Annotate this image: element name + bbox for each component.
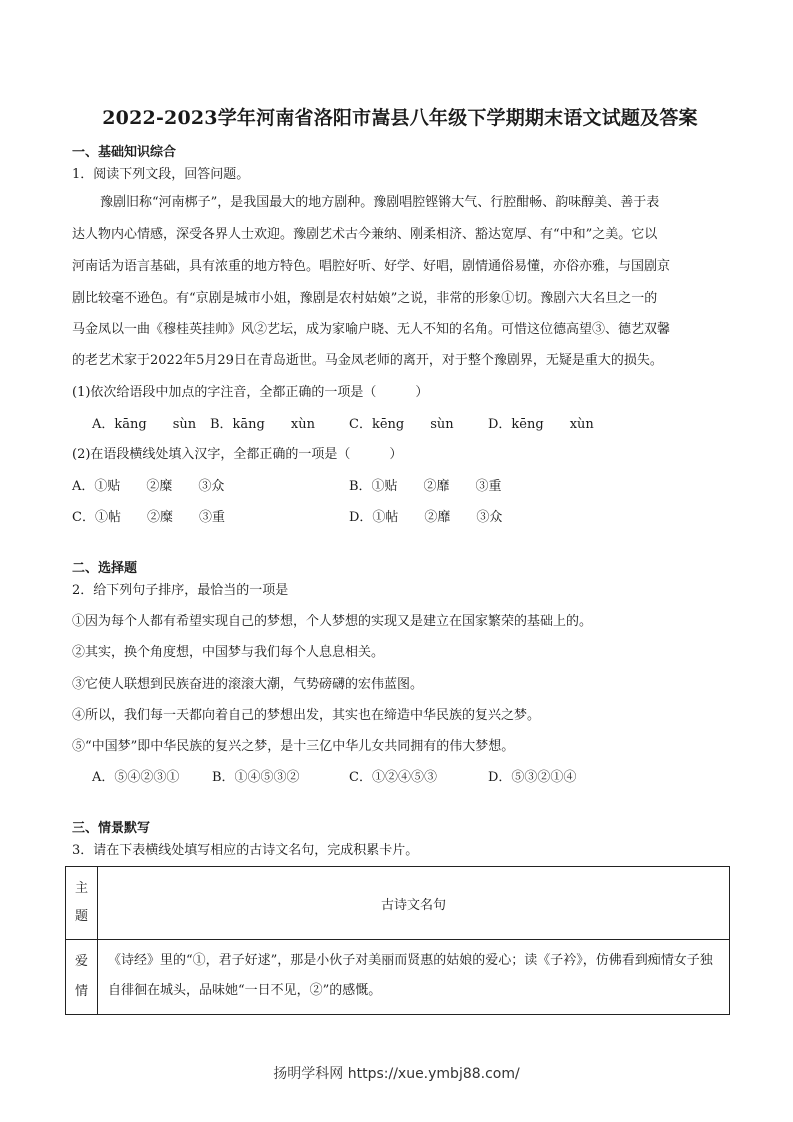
question-2-option-d: D．⑤③②①④ <box>488 770 577 785</box>
passage-line-4: 剧比较毫不逊色。有“京剧是城市小姐，豫剧是农村姑娘”之说，非常的形象①切。豫剧六大名旦之一的 <box>72 291 658 306</box>
passage-line-3: 河南话为语言基础，具有浓重的地方特色。唱腔好听、好学、好唱，剧情通俗易懂，亦俗亦雅，与国剧京 <box>72 259 671 274</box>
table-header-theme-char-1: 主 <box>74 881 88 896</box>
page-footer: 扬明学科网 https://xue.ymbj88.com/ <box>273 1066 520 1082</box>
section-heading-choice: 二、选择题 <box>72 561 138 576</box>
question-2-option-b: B．①④⑤③② <box>212 770 300 785</box>
question-2-option-c: C．①②④⑤③ <box>349 770 437 785</box>
table-row-label-char-2: 情 <box>74 984 88 999</box>
subquestion-1-stem: (1)依次给语段中加点的字注音，全都正确的一项是（ ） <box>72 385 429 400</box>
subquestion-2-option-c: C．①帖 ②糜 ③重 <box>72 510 225 525</box>
accumulation-card-table <box>65 866 730 1015</box>
subquestion-1-option-b: B．kāng xùn <box>210 417 315 432</box>
table-header-row <box>66 867 730 940</box>
table-row <box>66 940 730 1015</box>
table-row-poem-text: 《诗经》里的“①，君子好逑”，那是小伙子对美丽而贤惠的姑娘的爱心；读《子衿》，仿佛看到痴情女子独自徘徊在城头，品味她“一日不见，②”的感慨。 <box>98 940 730 1015</box>
page-title: 2022-2023学年河南省洛阳市嵩县八年级下学期期末语文试题及答案 <box>102 107 698 129</box>
question-1-stem: 1．阅读下列文段，回答问题。 <box>72 167 250 182</box>
passage-line-1: 豫剧旧称“河南梆子”，是我国最大的地方剧种。豫剧唱腔铿锵大气、行腔酣畅、韵味醇美、善于表 <box>100 195 660 210</box>
question-3-stem: 3．请在下表横线处填写相应的古诗文名句，完成积累卡片。 <box>72 843 419 858</box>
section-heading-recitation: 三、情景默写 <box>72 821 151 836</box>
passage-line-2: 达人物内心情感，深受各界人士欢迎。豫剧艺术古今兼纳、刚柔相济、豁达宽厚、有“中和”之美。它以 <box>72 227 658 242</box>
section-heading-basics: 一、基础知识综合 <box>72 145 177 160</box>
table-header-theme <box>66 867 98 940</box>
question-2-stem: 2．给下列句子排序，最恰当的一项是 <box>72 583 289 598</box>
subquestion-1-option-c: C．kēng sùn <box>349 417 454 432</box>
table-header-poem: 古诗文名句 <box>98 867 730 940</box>
sentence-3: ③它使人联想到民族奋进的滚滚大潮，气势磅礴的宏伟蓝图。 <box>72 677 424 692</box>
sentence-4: ④所以，我们每一天都向着自己的梦想出发，其实也在缔造中华民族的复兴之梦。 <box>72 708 541 723</box>
question-2-option-a: A．⑤④②③① <box>92 770 180 785</box>
subquestion-2-option-b: B．①贴 ②靡 ③重 <box>349 479 502 494</box>
subquestion-2-stem: (2)在语段横线处填入汉字，全都正确的一项是（ ） <box>72 447 403 462</box>
sentence-2: ②其实，换个角度想，中国梦与我们每个人息息相关。 <box>72 645 385 660</box>
table-header-theme-char-2: 题 <box>74 909 88 924</box>
subquestion-1-option-d: D．kēng xùn <box>488 417 594 432</box>
sentence-1: ①因为每个人都有希望实现自己的梦想，个人梦想的实现又是建立在国家繁荣的基础上的。 <box>72 614 593 629</box>
subquestion-2-option-a: A．①贴 ②糜 ③众 <box>72 479 225 494</box>
table-row-label-char-1: 爱 <box>74 954 88 969</box>
subquestion-2-option-d: D．①帖 ②靡 ③众 <box>349 510 503 525</box>
subquestion-1-option-a: A．kāng sùn <box>92 417 197 432</box>
passage-line-6: 的老艺术家于2022年5月29日在青岛逝世。马金凤老师的离开，对于整个豫剧界，无疑是重大的损失。 <box>72 353 663 368</box>
passage-line-5: 马金凤以一曲《穆桂英挂帅》风②艺坛，成为家喻户晓、无人不知的名角。可惜这位德高望③、德艺双馨 <box>72 322 671 337</box>
table-row-label-love <box>66 940 98 1015</box>
sentence-5: ⑤“中国梦”即中华民族的复兴之梦，是十三亿中华儿女共同拥有的伟大梦想。 <box>72 739 515 754</box>
